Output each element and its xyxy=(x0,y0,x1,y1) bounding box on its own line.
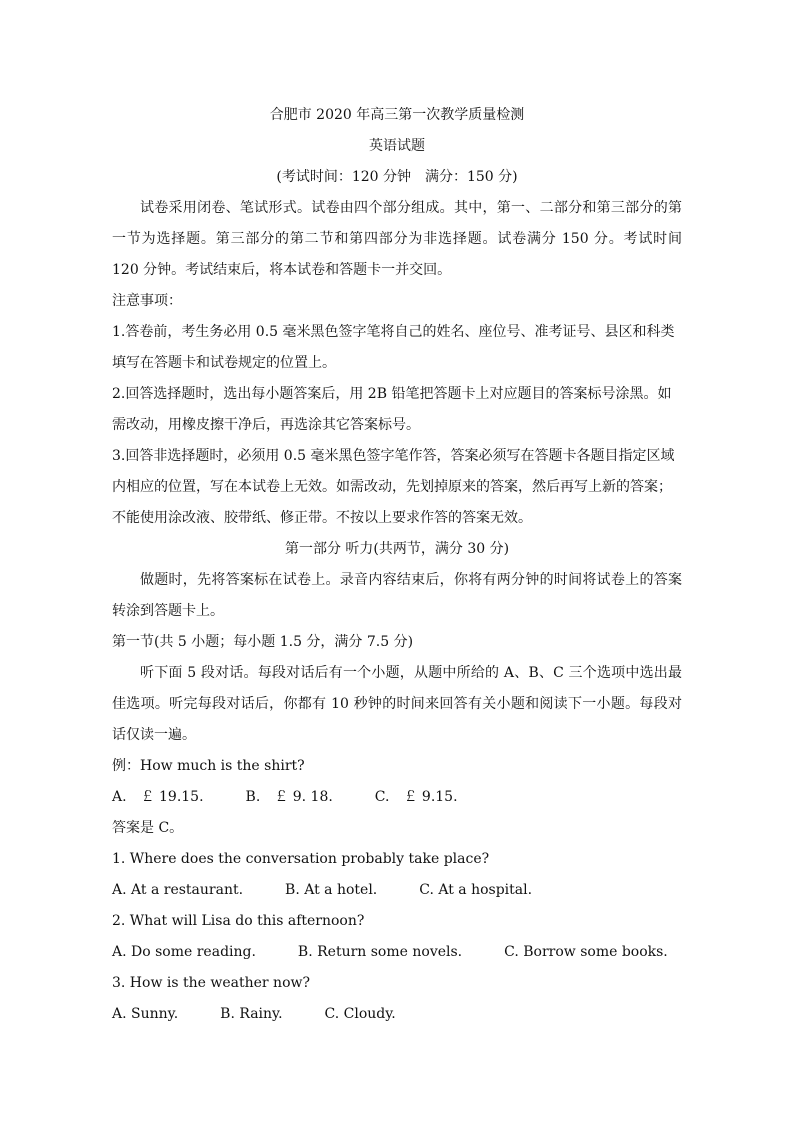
section1-title: 第一节(共 5 小题；每小题 1.5 分，满分 7.5 分) xyxy=(112,634,414,650)
question-2-options: A. Do some reading. B. Return some novels. C. Borrow some books. xyxy=(112,944,668,960)
part1-instruction: 做题时，先将答案标在试卷上。录音内容结束后，你将有两分钟的时间将试卷上的答案转涂到答题卡上。 xyxy=(112,572,682,619)
question-3: 3. How is the weather now? xyxy=(112,975,310,991)
exam-page xyxy=(112,100,682,1030)
example-question: 例：How much is the shirt? xyxy=(112,758,305,774)
exam-title: 合肥市 2020 年高三第一次教学质量检测 xyxy=(269,107,525,123)
example-answer: 答案是 C。 xyxy=(112,820,184,836)
note-item-1: 1.答卷前，考生务必用 0.5 毫米黑色签字笔将自己的姓名、座位号、准考证号、县区和科类填写在答题卡和试卷规定的位置上。 xyxy=(112,324,675,371)
section1-instruction: 听下面 5 段对话。每段对话后有一个小题，从题中所给的 A、B、C 三个选项中选出最佳选项。听完每段对话后，你都有 10 秒钟的时间来回答有关小题和阅读下一小题。每段对话仅读一遍。 xyxy=(112,665,682,743)
subject-title: 英语试题 xyxy=(369,138,425,154)
question-3-options: A. Sunny. B. Rainy. C. Cloudy. xyxy=(112,1006,396,1022)
exam-time-info: (考试时间：120 分钟 满分：150 分) xyxy=(276,169,518,185)
question-2: 2. What will Lisa do this afternoon? xyxy=(112,913,365,929)
question-1-options: A. At a restaurant. B. At a hotel. C. At a hospital. xyxy=(112,882,533,898)
note-item-2: 2.回答选择题时，选出每小题答案后，用 2B 铅笔把答题卡上对应题目的答案标号涂黑。如需改动，用橡皮擦干净后，再选涂其它答案标号。 xyxy=(112,386,672,433)
notes-heading: 注意事项： xyxy=(112,293,182,309)
intro-paragraph: 试卷采用闭卷、笔试形式。试卷由四个部分组成。其中，第一、二部分和第三部分的第一节为选择题。第三部分的第二节和第四部分为非选择题。试卷满分 150 分。考试时间 120 分钟。考试结束后，将本试卷和答题卡一并交回。 xyxy=(112,200,682,278)
note-item-3: 3.回答非选择题时，必须用 0.5 毫米黑色签字笔作答，答案必须写在答题卡各题目指定区域内相应的位置，写在本试卷上无效。如需改动，先划掉原来的答案，然后再写上新的答案；不能使用涂改液、胶带纸、修正带。不按以上要求作答的答案无效。 xyxy=(112,448,675,526)
question-1: 1. Where does the conversation probably take place? xyxy=(112,851,490,867)
example-options: A. ￡ 19.15. B. ￡ 9. 18. C. ￡ 9.15. xyxy=(112,789,458,805)
part1-title: 第一部分 听力(共两节，满分 30 分) xyxy=(284,541,510,557)
